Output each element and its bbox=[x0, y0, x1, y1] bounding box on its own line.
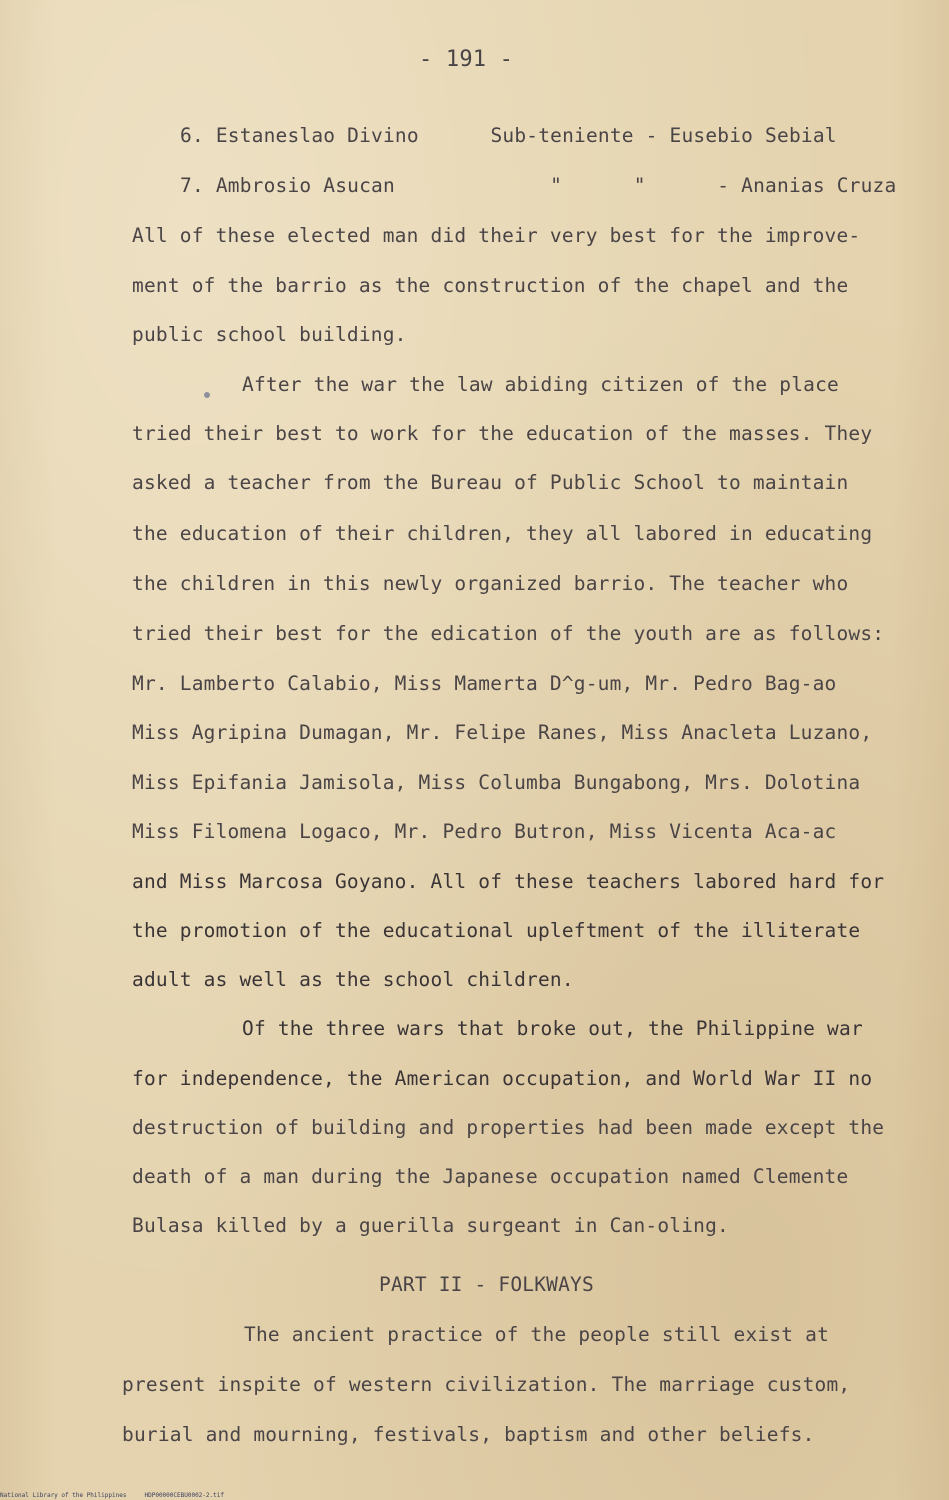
paragraph-line: All of these elected man did their very best for the improve- bbox=[132, 224, 861, 247]
paragraph-line: death of a man during the Japanese occupation named Clemente bbox=[132, 1165, 849, 1188]
paragraph-line: Of the three wars that broke out, the Philippine war bbox=[242, 1017, 863, 1040]
paragraph-line: asked a teacher from the Bureau of Public School to maintain bbox=[132, 471, 849, 494]
paragraph-line: ment of the barrio as the construction of the chapel and the bbox=[132, 274, 849, 297]
paragraph-line: Miss Agripina Dumagan, Mr. Felipe Ranes, Miss Anacleta Luzano, bbox=[132, 721, 873, 744]
paragraph-line: adult as well as the school children. bbox=[132, 968, 574, 991]
archive-footer: National Library of the Philippines HDP00000CEBU0002-2.tif bbox=[0, 1492, 224, 1499]
paragraph-line: Miss Epifania Jamisola, Miss Columba Bungabong, Mrs. Dolotina bbox=[132, 771, 861, 794]
page-number: - 191 - bbox=[419, 47, 514, 72]
paragraph-line: Mr. Lamberto Calabio, Miss Mamerta D^g-um, Mr. Pedro Bag-ao bbox=[132, 672, 837, 695]
paragraph-line: tried their best to work for the education of the masses. They bbox=[132, 422, 873, 445]
paragraph-line: destruction of building and properties had been made except the bbox=[132, 1116, 885, 1139]
paragraph-line: present inspite of western civilization. The marriage custom, bbox=[122, 1373, 851, 1396]
section-heading: PART II - FOLKWAYS bbox=[379, 1273, 594, 1296]
paragraph-line: public school building. bbox=[132, 323, 407, 346]
officer-line: 7. Ambrosio Asucan " " - Ananias Cruza bbox=[180, 174, 897, 197]
paragraph-line: The ancient practice of the people still exist at bbox=[244, 1323, 830, 1346]
paragraph-line: burial and mourning, festivals, baptism and other beliefs. bbox=[122, 1423, 815, 1446]
paragraph-line: and Miss Marcosa Goyano. All of these teachers labored hard for bbox=[132, 870, 885, 893]
paragraph-line: for independence, the American occupation, and World War II no bbox=[132, 1067, 873, 1090]
paragraph-line: the children in this newly organized barrio. The teacher who bbox=[132, 572, 849, 595]
paragraph-line: Bulasa killed by a guerilla surgeant in Can-oling. bbox=[132, 1214, 729, 1237]
paragraph-line: tried their best for the edication of the youth are as follows: bbox=[132, 622, 885, 645]
paragraph-line: After the war the law abiding citizen of the place bbox=[242, 373, 839, 396]
paragraph-line: Miss Filomena Logaco, Mr. Pedro Butron, Miss Vicenta Aca-ac bbox=[132, 820, 837, 843]
paragraph-line: the education of their children, they all labored in educating bbox=[132, 522, 873, 545]
ink-spot bbox=[204, 392, 210, 398]
officer-line: 6. Estaneslao Divino Sub-teniente - Eusebio Sebial bbox=[180, 124, 837, 147]
paragraph-line: the promotion of the educational upleftment of the illiterate bbox=[132, 919, 861, 942]
